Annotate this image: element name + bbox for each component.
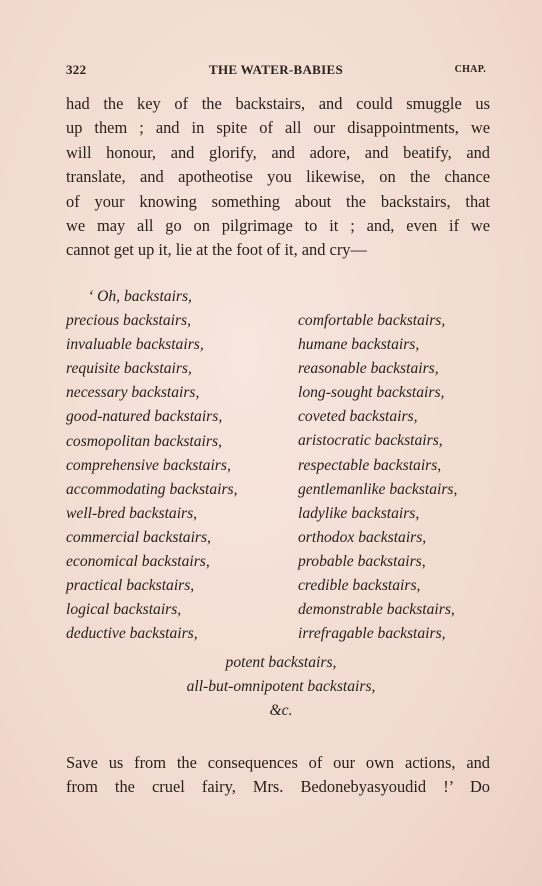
verse-line-centered: &c.: [269, 702, 293, 719]
text-line: had the key of the backstairs, and could smuggle us: [66, 94, 490, 113]
verse-line: long-sought backstairs,: [298, 384, 445, 402]
text-line: we may all go on pilgrimage to it ; and, even if we: [66, 216, 490, 236]
verse-line: irrefragable backstairs,: [298, 625, 446, 643]
verse-line: comfortable backstairs,: [298, 312, 446, 329]
verse-line: coveted backstairs,: [298, 408, 418, 426]
verse-line: good-natured backstairs,: [66, 408, 223, 426]
chapter-abbrev: CHAP.: [454, 64, 486, 75]
verse-line: ‘ Oh, backstairs,: [88, 288, 192, 305]
verse-right-column: [298, 312, 457, 649]
verse-line: comprehensive backstairs,: [66, 456, 231, 474]
verse-line: invaluable backstairs,: [66, 336, 204, 354]
text-line: of your knowing something about the backstairs, that: [66, 191, 490, 211]
verse-left-column: [66, 288, 238, 649]
verse-line-centered: all-but-omnipotent backstairs,: [186, 678, 376, 695]
page-number: 322: [66, 62, 87, 77]
verse-line: requisite backstairs,: [66, 360, 192, 378]
text-line: up them ; and in spite of all our disappointments, we: [66, 118, 490, 138]
text-line: will honour, and glorify, and adore, and beatify, and: [66, 142, 490, 162]
text-line: translate, and apotheotise you likewise, on the chance: [66, 167, 490, 187]
verse-line: gentlemanlike backstairs,: [298, 480, 458, 498]
verse-line: humane backstairs,: [298, 336, 420, 354]
verse-line: well-bred backstairs,: [66, 504, 198, 522]
paragraph-closing: [66, 751, 490, 800]
verse-line: accommodating backstairs,: [66, 480, 238, 498]
verse-line: probable backstairs,: [298, 552, 426, 570]
verse-line: necessary backstairs,: [66, 384, 200, 402]
text-line: Save us from the consequences of our own actions, and: [66, 753, 490, 772]
running-header: [66, 62, 486, 82]
verse-line: commercial backstairs,: [66, 528, 211, 546]
verse-line: economical backstairs,: [66, 553, 210, 571]
verse-line: reasonable backstairs,: [298, 360, 439, 378]
verse-line: orthodox backstairs,: [298, 528, 427, 546]
verse-line: respectable backstairs,: [298, 456, 442, 474]
verse-line: demonstrable backstairs,: [298, 601, 455, 619]
running-title: THE WATER-BABIES: [209, 62, 343, 77]
verse-line: practical backstairs,: [66, 577, 195, 595]
text-line: from the cruel fairy, Mrs. Bedonebyasyoudid !’ Do: [66, 777, 490, 797]
paragraph-opening: [66, 92, 490, 263]
verse-line: aristocratic backstairs,: [298, 432, 443, 450]
verse-line: precious backstairs,: [66, 312, 192, 330]
verse-line: credible backstairs,: [298, 577, 421, 595]
verse-line: deductive backstairs,: [66, 625, 198, 643]
verse-line: logical backstairs,: [66, 601, 182, 619]
verse-line: cosmopolitan backstairs,: [66, 432, 222, 450]
text-line: cannot get up it, lie at the foot of it, and cry—: [66, 240, 367, 260]
verse-line-centered: potent backstairs,: [225, 654, 337, 671]
verse-line: ladylike backstairs,: [298, 504, 420, 522]
